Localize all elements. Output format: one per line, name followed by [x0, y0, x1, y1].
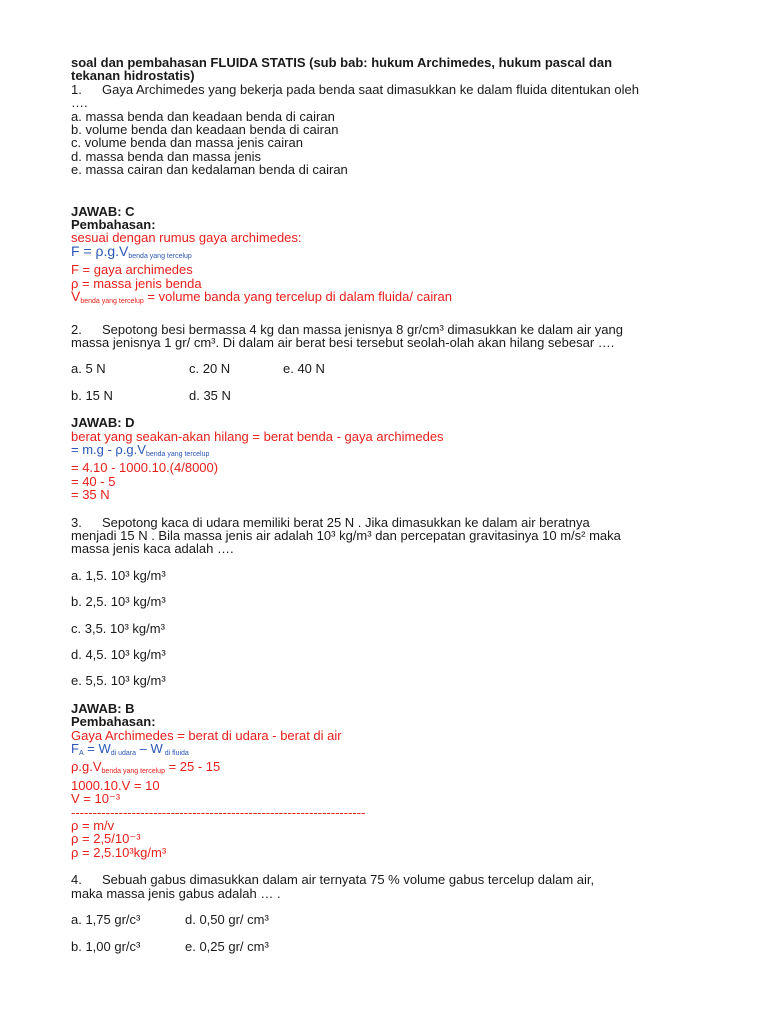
- question-1-number: 1.: [71, 81, 82, 97]
- q3-w-fluida: – W: [136, 741, 163, 757]
- q3-option-a: a. 1,5. 10³ kg/m³: [71, 567, 166, 583]
- q2-option-e: e. 40 N: [283, 361, 325, 377]
- q1-v-definition: = volume banda yang tercelup di dalam fluida/ cairan: [143, 289, 452, 305]
- q1-option-b: b. volume benda dan keadaan benda di cairan: [71, 122, 339, 138]
- q4-option-a: a. 1,75 gr/c³: [71, 912, 141, 928]
- question-4-number: 4.: [71, 872, 82, 888]
- q2-options-row1: [71, 362, 711, 375]
- q4-option-b: b. 1,00 gr/c³: [71, 938, 141, 954]
- q3-option-c: c. 3,5. 10³ kg/m³: [71, 620, 165, 636]
- heading-subtitle-line2: tekanan hidrostatis): [71, 68, 195, 84]
- q2-expl-line4: = 40 - 5: [71, 473, 116, 489]
- heading-title: soal dan pembahasan FLUIDA STATIS: [71, 55, 306, 70]
- q1-option-a: a. massa benda dan keadaan benda di cairan: [71, 108, 335, 124]
- q3-expl-line1: Gaya Archimedes = berat di udara - berat di air: [71, 727, 342, 743]
- q3-discussion-label: Pembahasan:: [71, 714, 156, 730]
- q3-expl-line8: ρ = 2,5.10³kg/m³: [71, 844, 167, 860]
- q2-expl-line2: [71, 443, 711, 461]
- question-3-text: Sepotong kaca di udara memiliki berat 25 N . Jika dimasukkan ke dalam air beratnya: [102, 514, 590, 530]
- q3-expl-line6: ρ = m/v: [71, 818, 115, 834]
- q2-expl-line3: = 4.10 - 1000.10.(4/8000): [71, 460, 219, 476]
- q2-answer: JAWAB: D: [71, 415, 135, 431]
- question-4-line2: maka massa jenis gabus adalah … .: [71, 885, 281, 901]
- q4-options-row1: [71, 913, 711, 926]
- question-2-text: Sepotong besi bermassa 4 kg dan massa jenisnya 8 gr/cm³ dimasukkan ke dalam air yang: [102, 321, 623, 337]
- q4-option-e: e. 0,25 gr/ cm³: [185, 938, 269, 954]
- q3-option-b: b. 2,5. 10³ kg/m³: [71, 594, 166, 610]
- q2-expl-line5: = 35 N: [71, 487, 110, 503]
- question-3-number: 3.: [71, 514, 82, 530]
- heading-subtitle-line1: (sub bab: hukum Archimedes, hukum pascal dan: [305, 55, 613, 70]
- q1-expl-formula: [71, 242, 711, 263]
- q1-option-d: d. massa benda dan massa jenis: [71, 148, 262, 164]
- question-2-line1: [71, 323, 711, 336]
- q3-expl-line3: [71, 760, 711, 778]
- q1-expl-line1: sesuai dengan rumus gaya archimedes:: [71, 230, 302, 246]
- q4-options-row2: [71, 940, 711, 953]
- question-4-text: Sebuah gabus dimasukkan dalam air ternyata 75 % volume gabus tercelup dalam air,: [102, 872, 595, 888]
- question-2-line2: massa jenisnya 1 gr/ cm³. Di dalam air berat besi tersebut seolah-olah akan hilang sebesar ….: [71, 334, 615, 350]
- q3-formula-sub: benda yang tercelup: [101, 768, 165, 776]
- question-3-line1: [71, 516, 711, 529]
- q2-formula-main: = m.g - ρ.g.V: [71, 441, 146, 457]
- q4-option-d: d. 0,50 gr/ cm³: [185, 912, 269, 928]
- q3-formula-rest: = 25 - 15: [164, 759, 221, 775]
- q2-option-c: c. 20 N: [189, 361, 231, 377]
- q3-w-udara-sub: di udara: [110, 750, 137, 758]
- q3-formula-main: ρ.g.V: [71, 759, 102, 775]
- q2-option-a: a. 5 N: [71, 361, 106, 377]
- q3-dashed-separator: --------------------------------------------------------------------: [71, 805, 366, 820]
- q3-fa: F: [71, 741, 79, 757]
- q1-v-sub: benda yang tercelup: [80, 298, 144, 306]
- q1-option-e: e. massa cairan dan kedalaman benda di cairan: [71, 162, 348, 178]
- question-1-line1: [71, 83, 711, 96]
- q2-expl-line1: berat yang seakan-akan hilang = berat benda - gaya archimedes: [71, 428, 444, 444]
- document-page: [71, 56, 711, 953]
- q1-answer: JAWAB: C: [71, 203, 135, 219]
- question-3-line2: menjadi 15 N . Bila massa jenis air adalah 10³ kg/m³ dan percepatan gravitasinya 10 m/s² maka: [71, 527, 621, 543]
- q3-option-d: d. 4,5. 10³ kg/m³: [71, 647, 166, 662]
- q1-option-c: c. volume benda dan massa jenis cairan: [71, 135, 303, 151]
- q3-fa-sub: A: [78, 750, 84, 758]
- q1-expl-line4: ρ = massa jenis benda: [71, 275, 202, 291]
- q1-v-symbol: V: [71, 288, 81, 305]
- q3-answer: JAWAB: B: [71, 700, 135, 716]
- q1-formula-sub: benda yang tercelup: [128, 252, 192, 260]
- question-1-text: Gaya Archimedes yang bekerja pada benda saat dimasukkan ke dalam fluida ditentukan oleh: [102, 81, 639, 97]
- q3-expl-line5: V = 10⁻³: [71, 791, 121, 807]
- question-1-line2: ….: [71, 95, 88, 111]
- q3-w-fluida-sub: di fluida: [162, 750, 189, 758]
- q1-expl-line3: F = gaya archimedes: [71, 262, 193, 278]
- document-heading: [71, 56, 711, 69]
- q2-formula-sub: benda yang tercelup: [145, 450, 210, 458]
- q2-option-b: b. 15 N: [71, 387, 113, 403]
- question-3-line3: massa jenis kaca adalah ….: [71, 541, 234, 557]
- q3-w-udara: = W: [83, 741, 111, 757]
- q1-discussion-label: Pembahasan:: [71, 217, 156, 233]
- q3-expl-line7: ρ = 2,5/10⁻³: [71, 831, 141, 847]
- q1-expl-line5: [71, 290, 711, 308]
- q3-expl-line4: 1000.10.V = 10: [71, 777, 160, 793]
- question-4-line1: [71, 873, 711, 886]
- q2-options-row2: [71, 389, 711, 402]
- q1-formula-main: F = ρ.g.V: [71, 242, 129, 259]
- q3-expl-line2: [71, 742, 711, 760]
- q3-option-e: e. 5,5. 10³ kg/m³: [71, 673, 166, 689]
- q2-option-d: d. 35 N: [189, 387, 231, 403]
- question-2-number: 2.: [71, 321, 82, 337]
